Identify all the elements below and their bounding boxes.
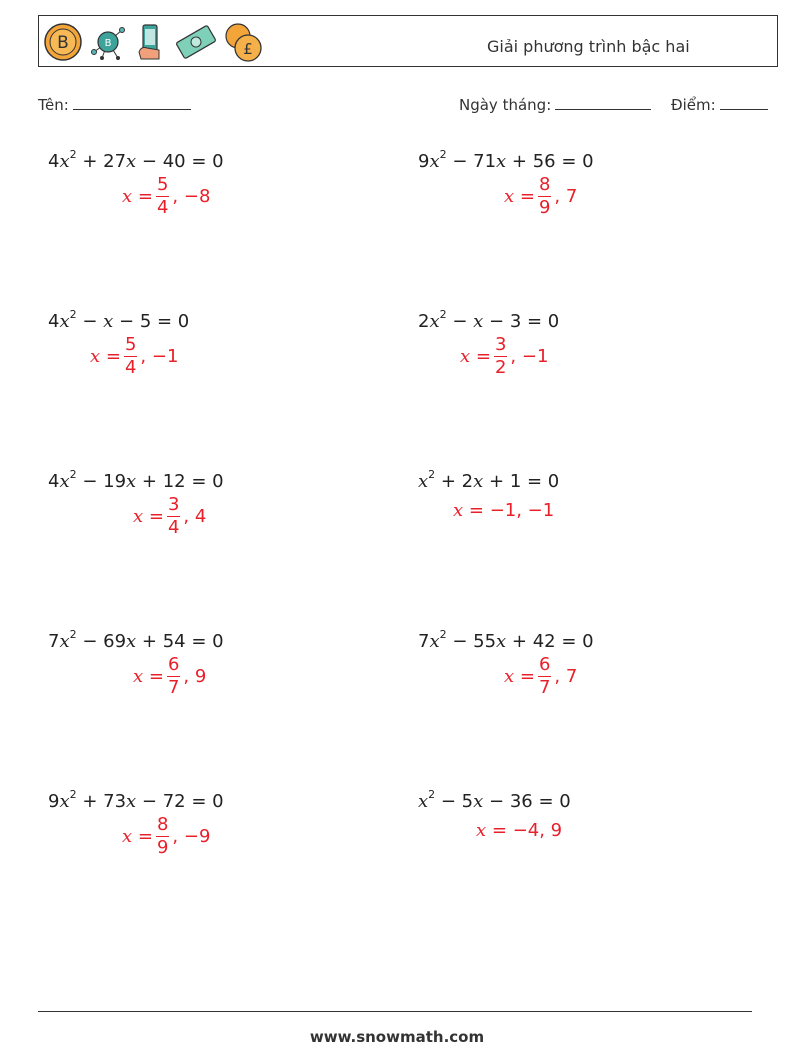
svg-text:B: B bbox=[104, 38, 112, 49]
answer-8: x = $\frac{6}{7}$ , 7 bbox=[504, 654, 578, 698]
answer-fraction: $\frac{8}{9}$ bbox=[538, 174, 551, 218]
equation-4: $2x^2 - x - 3 = 0$ bbox=[418, 308, 560, 332]
answer-9: x = $\frac{8}{9}$ , −9 bbox=[122, 814, 211, 858]
footer-url: www.snowmath.com bbox=[309, 1028, 485, 1046]
coins-icon bbox=[223, 21, 265, 63]
equation-3: $4x^2 - x - 5 = 0$ bbox=[48, 308, 190, 332]
name-field bbox=[38, 95, 191, 114]
score-label: Điểm: bbox=[671, 96, 716, 114]
answer-2: x = $\frac{8}{9}$ , 7 bbox=[504, 174, 578, 218]
date-field bbox=[459, 95, 651, 114]
banknote-icon bbox=[174, 22, 218, 62]
footer-divider bbox=[38, 1011, 752, 1012]
equation-9: $9x^2 + 73x - 72 = 0$ bbox=[48, 788, 224, 812]
date-blank[interactable] bbox=[555, 95, 651, 110]
svg-text:B: B bbox=[57, 33, 69, 53]
equation-8: $7x^2 - 55x + 42 = 0$ bbox=[418, 628, 594, 652]
equation-7: $7x^2 - 69x + 54 = 0$ bbox=[48, 628, 224, 652]
answer-fraction: $\frac{5}{4}$ bbox=[124, 334, 137, 378]
equation-6: $x^2 + 2x + 1 = 0$ bbox=[418, 468, 560, 492]
header-icons bbox=[43, 20, 265, 64]
score-blank[interactable] bbox=[720, 95, 768, 110]
equation-5: $4x^2 - 19x + 12 = 0$ bbox=[48, 468, 224, 492]
answer-4: x = $\frac{3}{2}$ , −1 bbox=[460, 334, 549, 378]
answer-fraction: $\frac{6}{7}$ bbox=[167, 654, 180, 698]
svg-text:£: £ bbox=[243, 40, 253, 58]
answer-5: x = $\frac{3}{4}$ , 4 bbox=[133, 494, 207, 538]
answer-fraction: $\frac{5}{4}$ bbox=[156, 174, 169, 218]
answer-fraction: $\frac{3}{4}$ bbox=[167, 494, 180, 538]
answer-3: x = $\frac{5}{4}$ , −1 bbox=[90, 334, 179, 378]
equation-1: $4x^2 + 27x - 40 = 0$ bbox=[48, 148, 224, 172]
answer-7: x = $\frac{6}{7}$ , 9 bbox=[133, 654, 207, 698]
answer-1: x = $\frac{5}{4}$ , −8 bbox=[122, 174, 211, 218]
worksheet-title: Giải phương trình bậc hai bbox=[487, 37, 690, 56]
name-blank[interactable] bbox=[73, 95, 191, 110]
answer-fraction: $\frac{6}{7}$ bbox=[538, 654, 551, 698]
mobile-payment-icon bbox=[133, 22, 169, 62]
equation-2: $9x^2 - 71x + 56 = 0$ bbox=[418, 148, 594, 172]
date-label: Ngày tháng: bbox=[459, 96, 552, 114]
name-label: Tên: bbox=[38, 96, 69, 114]
worksheet-header bbox=[38, 15, 778, 67]
equation-10: $x^2 - 5x - 36 = 0$ bbox=[418, 788, 571, 812]
answer-6: x = −1, −1 bbox=[453, 500, 555, 521]
answer-fraction: $\frac{3}{2}$ bbox=[494, 334, 507, 378]
answer-fraction: $\frac{8}{9}$ bbox=[156, 814, 169, 858]
score-field bbox=[671, 95, 768, 114]
bitcoin-coin-icon bbox=[43, 22, 83, 62]
answer-10: x = −4, 9 bbox=[476, 820, 563, 841]
crypto-network-icon bbox=[88, 22, 128, 62]
